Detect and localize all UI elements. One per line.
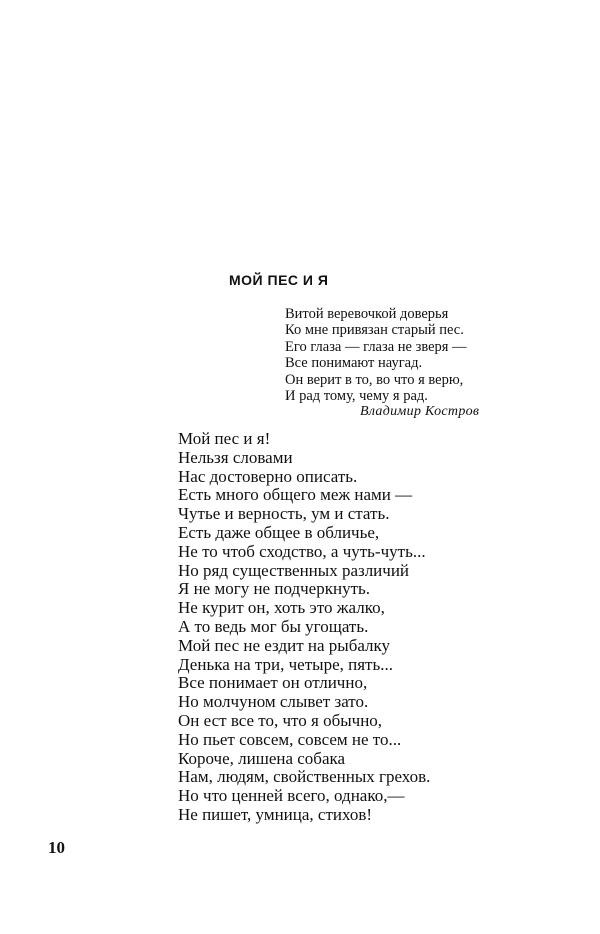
poem-line: Нельзя словами [178, 447, 293, 467]
poem-line: Денька на три, четыре, пять... [178, 654, 393, 674]
poem-line: Короче, лишена собака [178, 748, 346, 768]
poem-line: Нам, людям, свойственных грехов. [178, 767, 431, 787]
poem-line: Но ряд существенных различий [178, 560, 410, 580]
epigraph-line: И рад тому, чему я рад. [285, 388, 428, 405]
poem-line: Все понимает он отлично, [178, 673, 368, 693]
epigraph-author: Владимир Костров [360, 404, 480, 419]
poem-line: Не пишет, умница, стихов! [178, 804, 373, 824]
poem-line: Мой пес и я! [178, 429, 271, 448]
poem-line: Но пьет совсем, совсем не то... [178, 729, 402, 749]
poem-line: Не курит он, хоть это жалко, [178, 598, 385, 618]
poem-line: Не то чтоб сходство, а чуть-чуть... [178, 541, 426, 561]
poem-line: А то ведь мог бы угощать. [178, 616, 369, 636]
poem-body [178, 430, 430, 825]
epigraph-line: Он верит в то, во что я верю, [285, 371, 464, 388]
epigraph-line: Витой веревочкой доверья [285, 306, 449, 322]
poem-line: Нас достоверно описать. [178, 466, 358, 486]
epigraph-line: Его глаза — глаза не зверя — [285, 338, 467, 355]
poem-title: МОЙ ПЕС И Я [229, 272, 329, 288]
poem-line: Но молчуном слывет зато. [178, 692, 369, 712]
poem-line: Он ест все то, что я обычно, [178, 710, 383, 730]
poem-line: Чутье и верность, ум и стать. [178, 504, 390, 524]
poem-line: Но что ценней всего, однако,— [178, 786, 405, 806]
page-number: 10 [48, 838, 65, 857]
poem-line: Я не могу не подчеркнуть. [178, 579, 370, 599]
poem-line: Есть даже общее в обличье, [178, 522, 380, 542]
epigraph-line: Все понимают наугад. [285, 355, 423, 372]
epigraph-line: Ко мне привязан старый пес. [285, 322, 464, 339]
poem-line: Есть много общего меж нами — [178, 485, 413, 505]
poem-line: Мой пес не ездит на рыбалку [178, 635, 391, 655]
epigraph [285, 306, 467, 404]
